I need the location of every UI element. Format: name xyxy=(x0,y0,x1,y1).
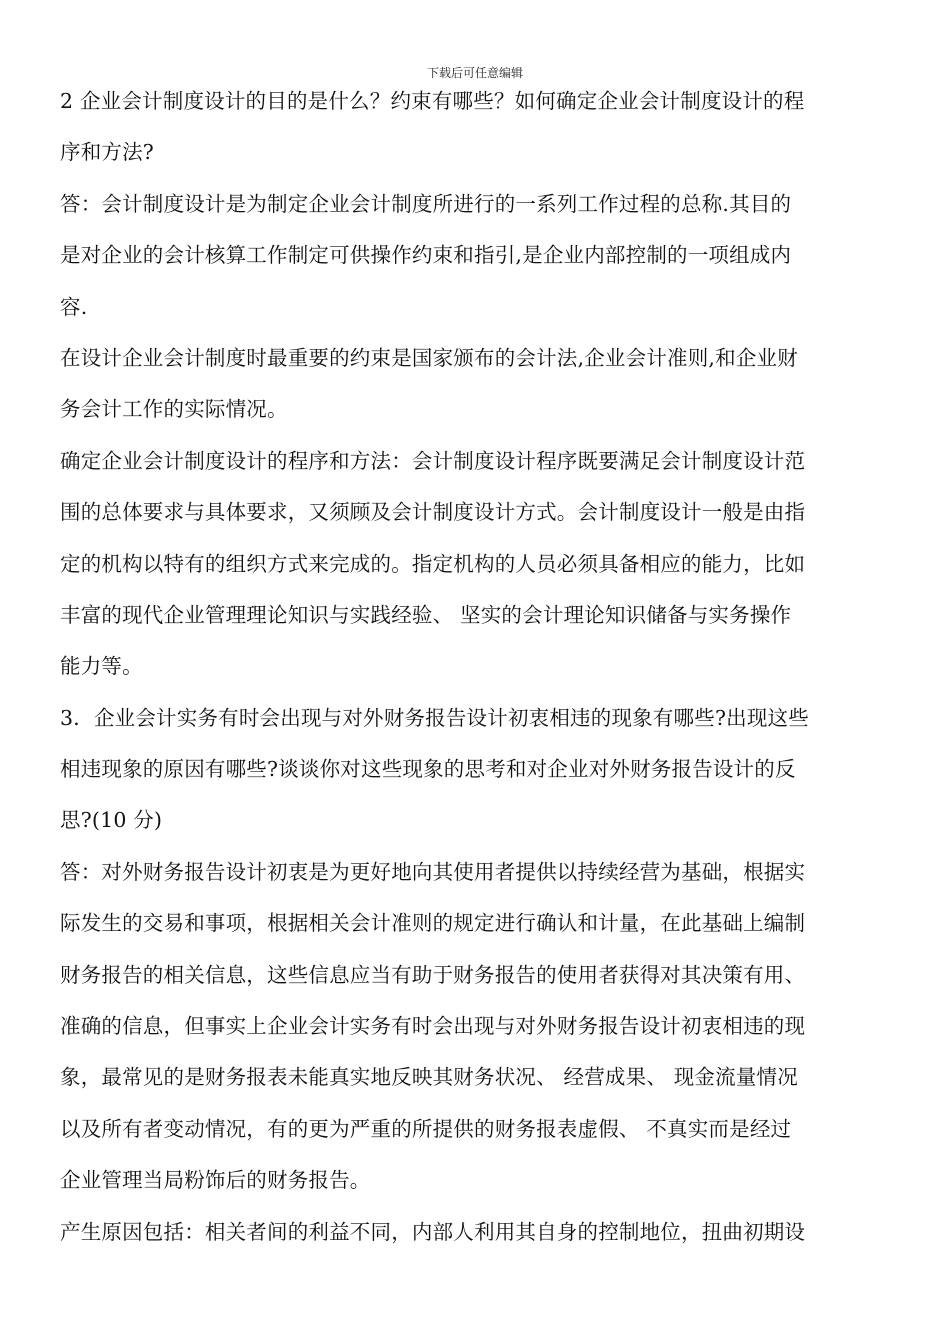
text-line: 产生原因包括：相关者间的利益不同，内部人利用其自身的控制地位，扭曲初期设 xyxy=(60,1219,806,1244)
text-line: 能力等。 xyxy=(60,654,143,679)
text-line: 以及所有者变动情况，有的更为严重的所提供的财务报表虚假、 不真实而是经过 xyxy=(60,1116,792,1141)
text-line: 相违现象的原因有哪些?谈谈你对这些现象的思考和对企业对外财务报告设计的反 xyxy=(60,757,796,782)
text-line: 序和方法? xyxy=(60,140,154,165)
paragraph-answer-2-purpose xyxy=(60,179,894,333)
paragraph-question-3 xyxy=(60,693,894,847)
text-line: 准确的信息，但事实上企业会计实务有时会出现与对外财务报告设计初衷相违的现 xyxy=(60,1014,806,1039)
text-line: 企业管理当局粉饰后的财务报告。 xyxy=(60,1168,371,1193)
text-line: 财务报告的相关信息，这些信息应当有助于财务报告的使用者获得对其决策有用、 xyxy=(60,962,806,987)
text-line: 容. xyxy=(60,294,88,319)
text-line: 围的总体要求与具体要求，又须顾及会计制度设计方式。会计制度设计一般是由指 xyxy=(60,500,806,525)
text-line: 丰富的现代企业管理理论知识与实践经验、 坚实的会计理论知识储备与实务操作 xyxy=(60,602,792,627)
paragraph-answer-3 xyxy=(60,847,894,1207)
document-body xyxy=(60,76,894,1258)
text-line: 在设计企业会计制度时最重要的约束是国家颁布的会计法,企业会计准则,和企业财 xyxy=(60,345,798,370)
paragraph-answer-2-constraints xyxy=(60,333,894,436)
text-line: 务会计工作的实际情况。 xyxy=(60,397,288,422)
text-line: 答：会计制度设计是为制定企业会计制度所进行的一系列工作过程的总称.其目的 xyxy=(60,191,792,216)
text-line: 象，最常见的是财务报表未能真实地反映其财务状况、 经营成果、 现金流量情况 xyxy=(60,1065,798,1090)
text-line: 答：对外财务报告设计初衷是为更好地向其使用者提供以持续经营为基础，根据实 xyxy=(60,859,806,884)
text-line: 际发生的交易和事项，根据相关会计准则的规定进行确认和计量，在此基础上编制 xyxy=(60,911,806,936)
paragraph-causes xyxy=(60,1207,894,1258)
paragraph-question-2 xyxy=(60,76,894,179)
page-header: 下载后可任意编辑 xyxy=(426,66,523,80)
text-line: 定的机构以特有的组织方式来完成的。指定机构的人员必须具备相应的能力，比如 xyxy=(60,551,806,576)
paragraph-answer-2-procedure xyxy=(60,436,894,693)
text-line: 是对企业的会计核算工作制定可供操作约束和指引,是企业内部控制的一项组成内 xyxy=(60,243,792,268)
text-line: 思?(10 分) xyxy=(60,808,163,833)
text-line: 2 企业会计制度设计的目的是什么？约束有哪些？如何确定企业会计制度设计的程 xyxy=(60,89,805,113)
text-line: 3．企业会计实务有时会出现与对外财务报告设计初衷相违的现象有哪些?出现这些 xyxy=(60,705,809,730)
text-line: 确定企业会计制度设计的程序和方法：会计制度设计程序既要满足会计制度设计范 xyxy=(60,448,806,473)
